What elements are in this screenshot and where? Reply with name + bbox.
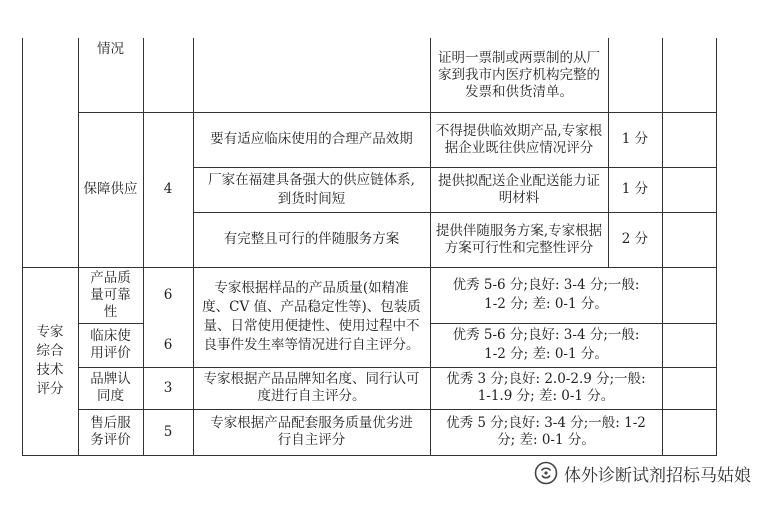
grid-line [22,455,717,456]
sub-item-clinical: 临床使用评价 [90,328,131,361]
grid-line [430,323,717,324]
grid-line [662,38,663,455]
sub-item-after-sales: 售后服务评价 [90,415,131,448]
points-supply: 4 [163,181,173,197]
grid-line [78,323,144,324]
wechat-official-account-icon [534,461,558,485]
grid-line [78,38,79,455]
grid-line [430,38,431,455]
content-expiry: 要有适应临床使用的合理产品效期 [210,131,413,147]
watermark-text: 体外诊断试剂招标马姑娘 [564,465,751,486]
evidence-service-plan: 提供伴随服务方案,专家根据方案可行性和完整性评分 [435,222,603,256]
scale-brand: 优秀 3 分;良好: 2.0-2.9 分;一般: 1-1.9 分; 差: 0-1 分。 [446,371,646,404]
points-quality: 6 [163,286,173,303]
grid-line [143,38,144,455]
grid-line [22,38,23,455]
score-supply-chain: 1 分 [621,181,649,197]
scale-quality: 优秀 5-6 分;良好: 3-4 分;一般: 1-2 分; 差: 0-1 分。 [452,277,640,312]
grid-line [78,409,717,410]
evidence-expiry: 不得提供临效期产品,专家根据企业既往供应情况评分 [435,122,603,156]
evidence-invoice: 证明一票制或两票制的从厂家到我市内医疗机构完整的发票和供货清单。 [438,49,600,100]
points-after-sales: 5 [163,423,173,440]
score-service-plan: 2 分 [621,231,649,247]
grid-line [78,112,717,113]
sub-item-situation: 情况 [97,41,124,57]
grid-line [22,267,717,268]
sub-item-quality: 产品质量可靠性 [90,269,131,320]
watermark [534,459,751,487]
scale-clinical: 优秀 5-6 分;良好: 3-4 分;一般: 1-2 分; 差: 0-1 分。 [452,327,640,362]
points-brand: 3 [163,379,173,396]
category-expert-score: 专家综合技术评分 [36,324,64,397]
grid-line [716,38,717,455]
grid-line [78,367,717,368]
content-brand: 专家根据产品品牌知名度、同行认可度进行自主评分。 [203,371,420,404]
content-service-plan: 有完整且可行的伴随服务方案 [223,231,400,247]
grid-line [193,167,717,168]
points-clinical: 6 [163,336,173,353]
content-supply-chain: 厂家在福建具备强大的供应链体系,到货时间短 [208,171,415,207]
grid-line [193,212,717,213]
sub-item-brand: 品牌认同度 [90,371,131,404]
content-quality-clinical: 专家根据样品的产品质量(如精准度、CV 值、产品稳定性等)、包装质量、日常使用便捷性、使用过程中不良事件发生率等情况进行自主评分。 [202,280,421,353]
sub-item-supply: 保障供应 [83,181,138,197]
grid-line [193,38,194,455]
score-expiry: 1 分 [621,131,649,147]
evidence-supply-chain: 提供拟配送企业配送能力证明材料 [438,172,600,206]
content-after-sales: 专家根据产品配套服务质量优劣进行自主评分 [210,415,413,448]
grid-line [608,38,609,267]
scale-after-sales: 优秀 5 分;良好: 3-4 分;一般: 1-2 分; 差: 0-1 分。 [446,415,646,448]
